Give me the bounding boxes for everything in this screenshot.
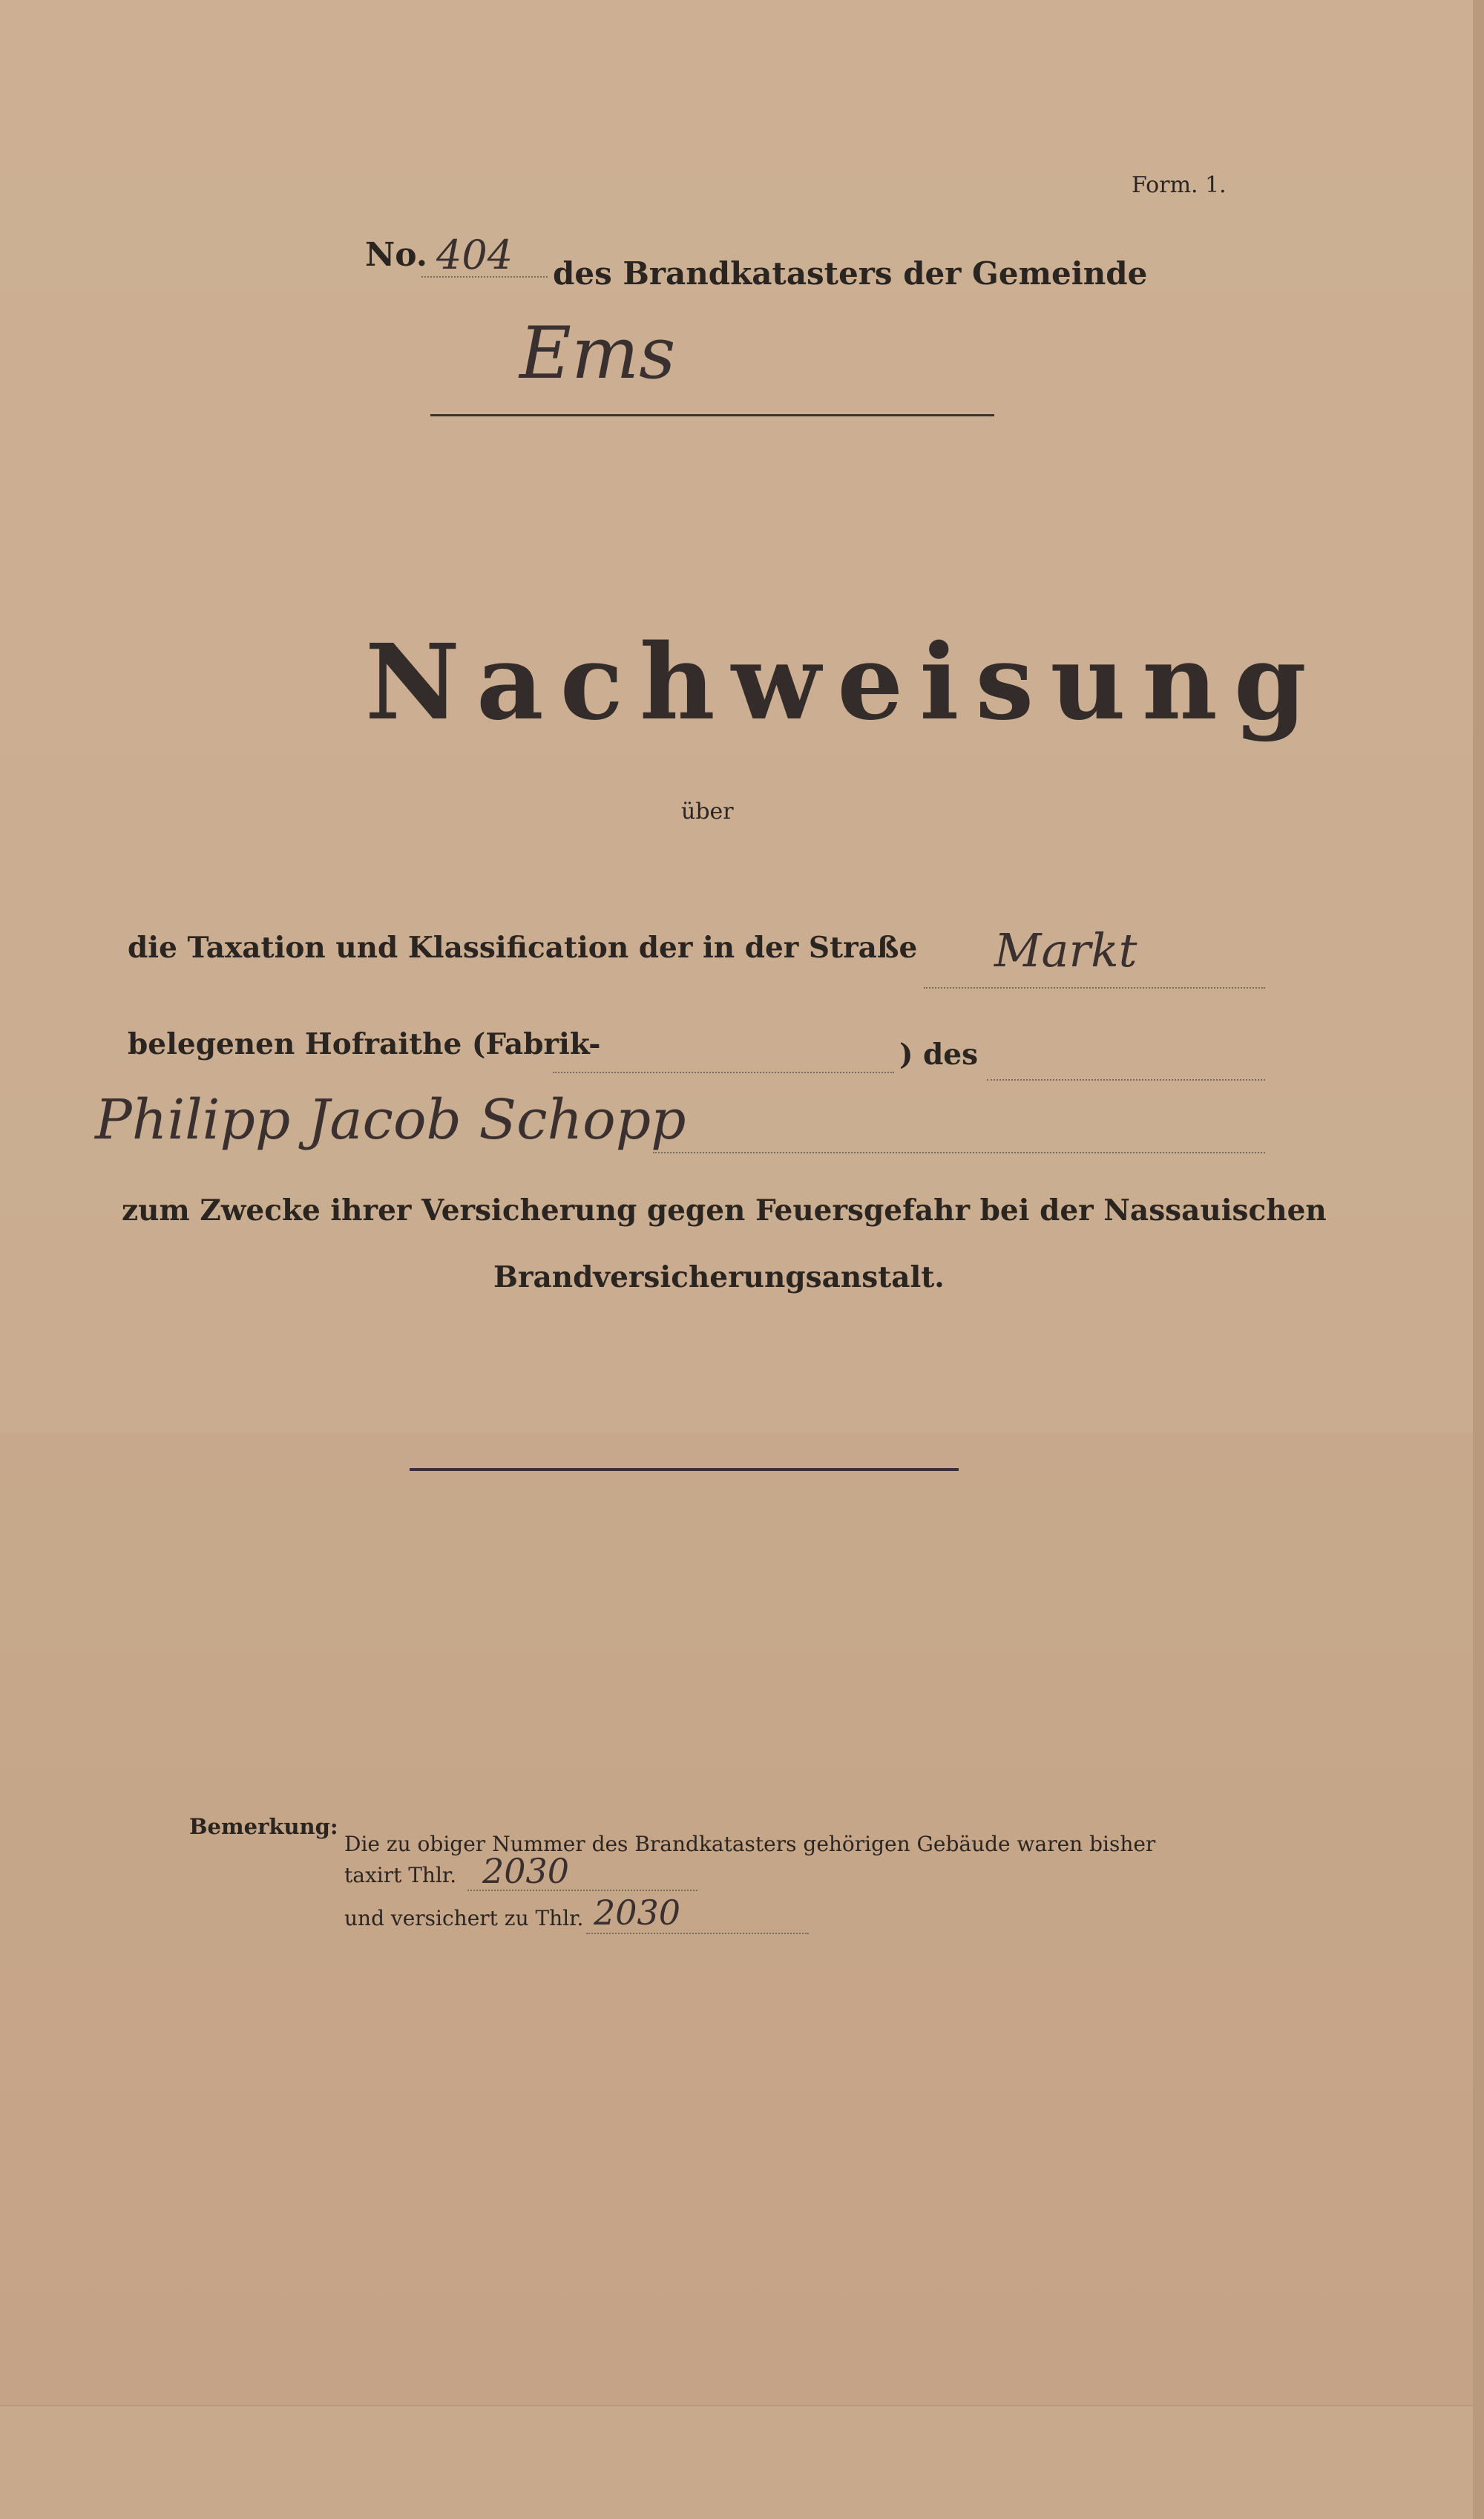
body-line-2: belegenen Hofraithe (Fabrik- (128, 1027, 601, 1061)
header-underline (430, 414, 994, 416)
municipality-name: Ems (519, 312, 676, 395)
owner-name: Philipp Jacob Schopp (95, 1088, 686, 1152)
insured-label: und versichert zu Thlr. (344, 1906, 584, 1930)
page-right-edge (1473, 0, 1484, 2519)
body-line-1: die Taxation und Klassification der in der Straße (128, 931, 918, 965)
street-line (924, 987, 1265, 989)
body-line-2-close: ) des (899, 1038, 979, 1072)
owner-line (653, 1152, 1265, 1153)
form-label: Form. 1. (1132, 172, 1227, 198)
page-bottom-edge (0, 2405, 1484, 2519)
insured-value: 2030 (594, 1893, 681, 1933)
body-line-5: Brandversicherungsanstalt. (493, 1260, 945, 1294)
remark-label: Bemerkung: (189, 1814, 338, 1839)
taxed-label: taxirt Thlr. (344, 1863, 457, 1887)
des-line (987, 1079, 1265, 1081)
body-line-4: zum Zwecke ihrer Versicherung gegen Feuersgefahr bei der Nassauischen (122, 1193, 1327, 1228)
street-name: Markt (994, 923, 1137, 977)
header-text: des Brandkatasters der Gemeinde (553, 255, 1148, 292)
factory-line (553, 1072, 894, 1073)
taxed-line (467, 1890, 697, 1891)
document-title: Nachweisung (365, 622, 1323, 744)
header-no-prefix: No. (365, 236, 428, 274)
cadastre-number: 404 (436, 232, 513, 278)
insured-line (586, 1933, 809, 1934)
number-underline (421, 276, 548, 278)
document-subtitle: über (681, 799, 734, 825)
taxed-value: 2030 (482, 1851, 570, 1891)
section-separator (410, 1468, 959, 1471)
remark-line-1: Die zu obiger Nummer des Brandkatasters gehörigen Gebäude waren bisher (344, 1832, 1156, 1856)
